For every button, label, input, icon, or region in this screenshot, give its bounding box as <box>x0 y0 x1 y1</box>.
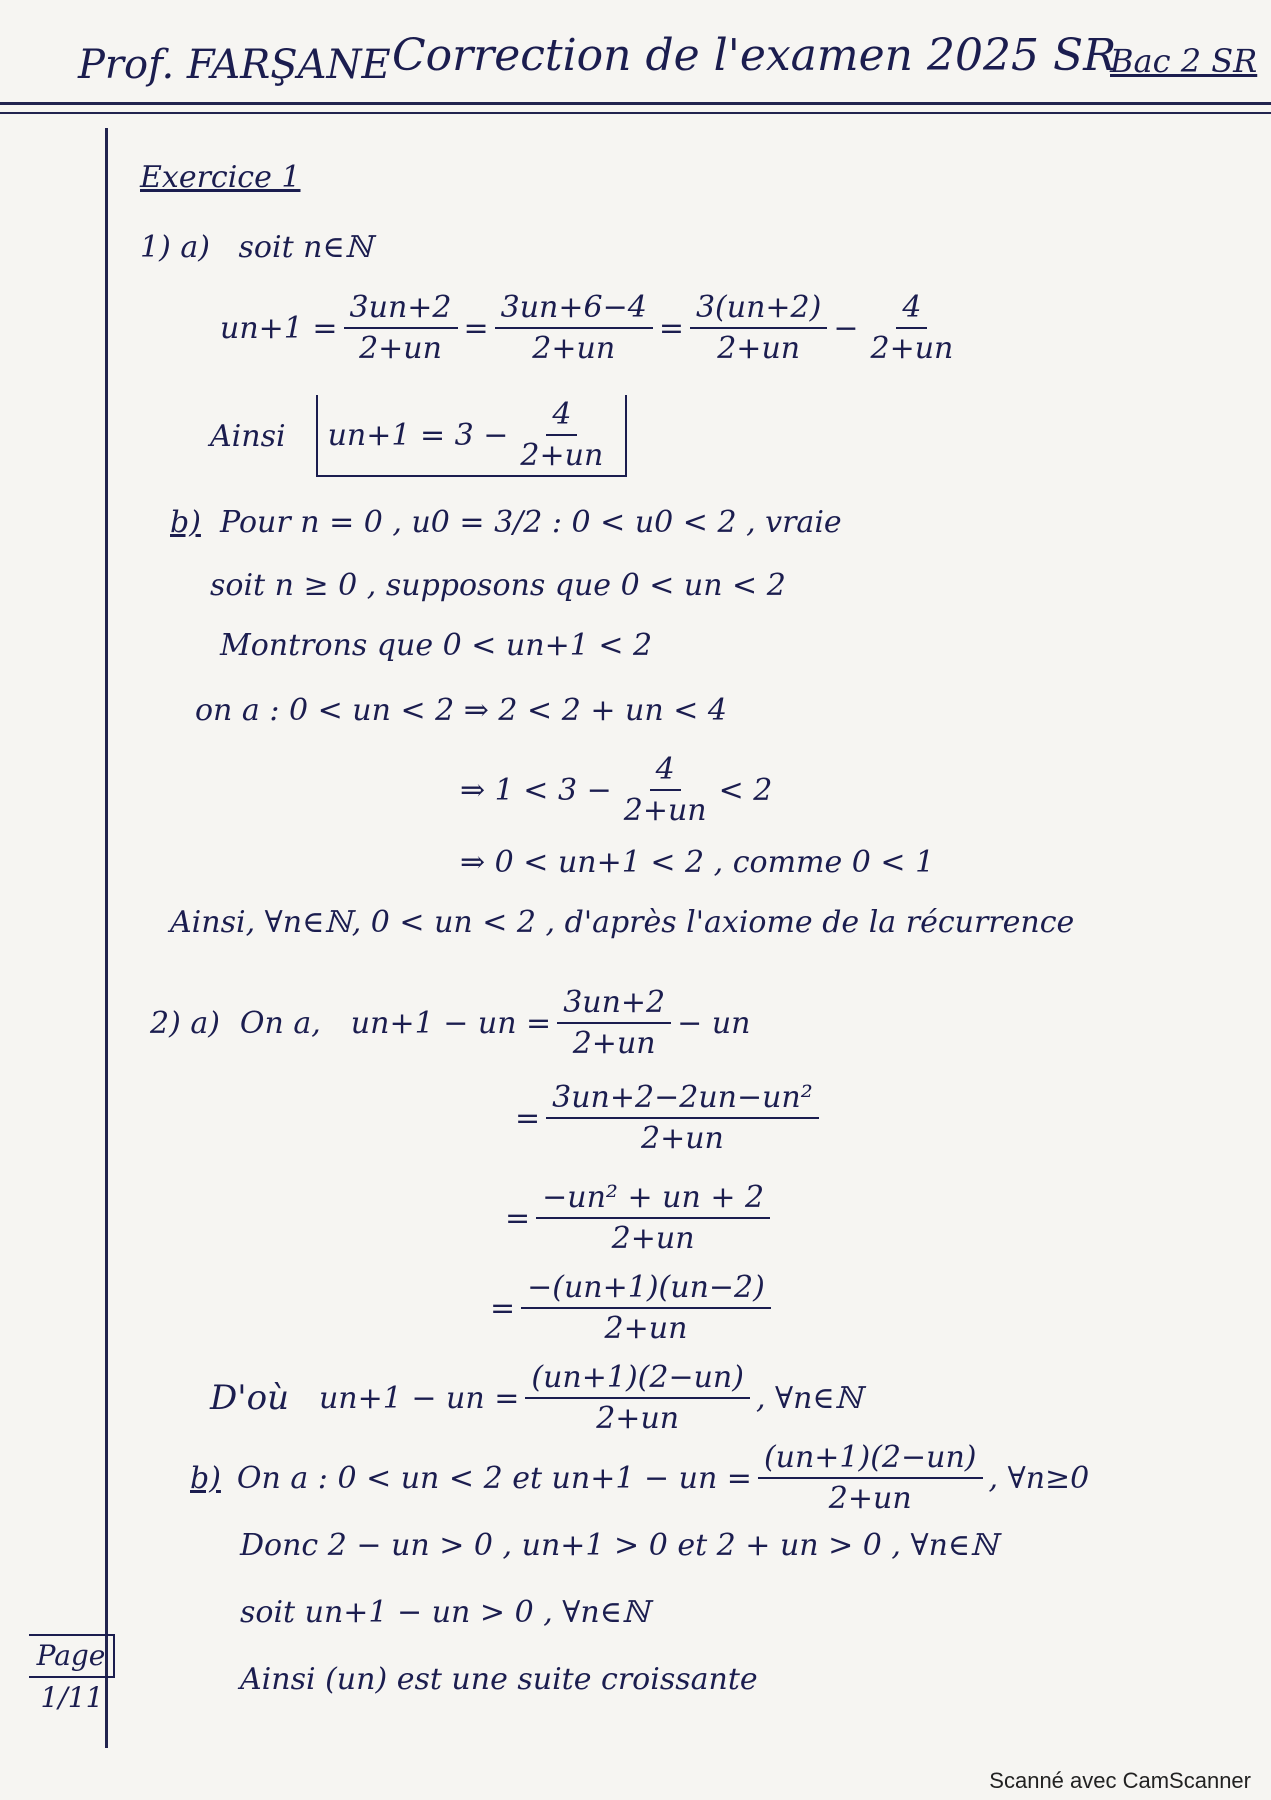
q2a-step-3: = $\frac{\text{−un² + un + 2}}{2+un}$ <box>505 1180 776 1256</box>
q1a-f1-num: 3un+2 <box>344 290 458 329</box>
header-title: Correction de l'examen 2025 SR <box>392 30 1117 81</box>
q2a-step-2: = $\frac{\text{3un+2−2un−un²}}{2+un}$ <box>515 1080 825 1156</box>
camscanner-footer: Scanné avec CamScanner <box>989 1768 1251 1793</box>
q2b-label: b) <box>190 1460 221 1496</box>
q1a-fraction-4 <box>864 290 959 366</box>
q1b-line-3: Montrons que 0 < un+1 < 2 <box>220 628 653 663</box>
q1a-fraction-3 <box>690 290 827 366</box>
q1a-boxed-fraction <box>514 397 609 473</box>
q2a-s2-num: 3un+2−2un−un² <box>546 1080 819 1119</box>
q1a-eq-1: = <box>463 310 489 346</box>
q1a-boxed-result <box>316 395 628 477</box>
q2a-line-1 <box>150 985 750 1061</box>
q2a-label: 2) a) <box>150 1005 220 1041</box>
q1b-line-6: ⇒ 0 < un+1 < 2 , comme 0 < 1 <box>460 845 935 880</box>
q1a-label: 1) a) <box>140 230 210 265</box>
q2a-s4-den: 2+un <box>604 1311 688 1346</box>
page-label: Page <box>29 1634 116 1678</box>
q2a-s3-num: −un² + un + 2 <box>536 1180 770 1219</box>
q1a-equation <box>220 290 965 366</box>
q1a-header <box>140 230 372 265</box>
q1a-f4-den: 2+un <box>870 331 954 366</box>
q1a-fraction-2 <box>495 290 653 366</box>
header-rule-bottom <box>0 112 1271 114</box>
q1b-line-7: Ainsi, ∀n∈ℕ, 0 < un < 2 , d'après l'axiome de la récurrence <box>170 905 1075 940</box>
q2a-step3-fraction <box>536 1180 770 1256</box>
q1a-minus: − <box>833 310 859 346</box>
q2b-line1-post: , ∀n≥0 <box>988 1460 1090 1496</box>
q1b-line-5 <box>460 752 772 828</box>
q1a-f3-num: 3(un+2) <box>690 290 827 329</box>
page-number: 1/11 <box>40 1681 104 1714</box>
q1a-boxed-num: 4 <box>546 397 577 436</box>
q2a-step-4: = $\frac{-(un+1)(un-2)}{2+un}$ <box>490 1270 777 1346</box>
exercise-title: Exercice 1 <box>140 160 301 195</box>
q1a-lhs: un+1 = <box>220 310 338 346</box>
q2b-line-1 <box>190 1440 1089 1516</box>
q2a-s3-den: 2+un <box>611 1221 695 1256</box>
q2a-step2-fraction <box>546 1080 819 1156</box>
q1a-result <box>210 395 627 477</box>
q2a-result <box>210 1360 862 1436</box>
q1b-line5-post: < 2 <box>718 772 773 808</box>
page-indicator <box>26 1628 118 1744</box>
q2a-ona: On a, <box>239 1005 321 1041</box>
q1a-f4-num: 4 <box>896 290 927 329</box>
q2a-s1-num: 3un+2 <box>557 985 671 1024</box>
q1a-f2-num: 3un+6−4 <box>495 290 653 329</box>
q1a-ainsi: Ainsi <box>210 418 286 454</box>
q1b-line-2: soit n ≥ 0 , supposons que 0 < un < 2 <box>210 568 786 603</box>
q1b-line5-num: 4 <box>650 752 681 791</box>
q1b-line5-fraction <box>618 752 713 828</box>
q1b-line-4: on a : 0 < un < 2 ⇒ 2 < 2 + un < 4 <box>195 693 727 728</box>
q1a-f1-den: 2+un <box>359 331 442 366</box>
q2a-s4-num: −(un+1)(un−2) <box>521 1270 771 1309</box>
q2a-res-lhs: un+1 − un = <box>318 1380 520 1416</box>
q2a-res-post: , ∀n∈ℕ <box>755 1380 863 1416</box>
q2a-res-num: (un+1)(2−un) <box>525 1360 750 1399</box>
header-author: Prof. FARŞANE <box>78 42 391 88</box>
q2b-line1-pre: On a : 0 < un < 2 et un+1 − un = <box>236 1460 752 1496</box>
q2a-result-fraction <box>525 1360 750 1436</box>
q2b-line-2: Donc 2 − un > 0 , un+1 > 0 et 2 + un > 0 , ∀n∈ℕ <box>240 1528 998 1563</box>
q2a-s1-den: 2+un <box>572 1026 656 1061</box>
q2a-s1-post: − un <box>677 1005 751 1041</box>
q2a-s2-den: 2+un <box>641 1121 724 1156</box>
q1b-line5-pre: ⇒ 1 < 3 − <box>460 772 612 808</box>
q1b-label: b) <box>170 505 201 540</box>
q1a-boxed-lhs: un+1 = 3 − <box>327 417 509 453</box>
q1b-line-1 <box>170 505 842 540</box>
q2a-dou: D'où <box>210 1378 289 1418</box>
q2b-line1-fraction <box>758 1440 983 1516</box>
q1a-f3-den: 2+un <box>717 331 801 366</box>
q1a-boxed-den: 2+un <box>520 438 604 473</box>
q2b-line-3: soit un+1 − un > 0 , ∀n∈ℕ <box>240 1595 650 1630</box>
q2a-lhs: un+1 − un = <box>350 1005 552 1041</box>
q1a-intro: soit n∈ℕ <box>238 230 373 265</box>
q1b-line1-text: Pour n = 0 , u0 = 3/2 : 0 < u0 < 2 , vraie <box>220 505 842 540</box>
header-level: Bac 2 SR <box>1110 42 1258 80</box>
q1a-eq-2: = <box>658 310 684 346</box>
q2b-line1-den: 2+un <box>828 1481 912 1516</box>
q1a-fraction-1 <box>344 290 458 366</box>
q2a-step1-fraction <box>557 985 671 1061</box>
q1b-line5-den: 2+un <box>623 793 707 828</box>
q2b-line1-num: (un+1)(2−un) <box>758 1440 983 1479</box>
margin-line <box>105 128 108 1748</box>
q2a-step4-fraction <box>521 1270 771 1346</box>
header-rule-top <box>0 102 1271 105</box>
q2a-res-den: 2+un <box>596 1401 680 1436</box>
q2b-line-4: Ainsi (un) est une suite croissante <box>240 1662 758 1697</box>
q1a-f2-den: 2+un <box>532 331 616 366</box>
